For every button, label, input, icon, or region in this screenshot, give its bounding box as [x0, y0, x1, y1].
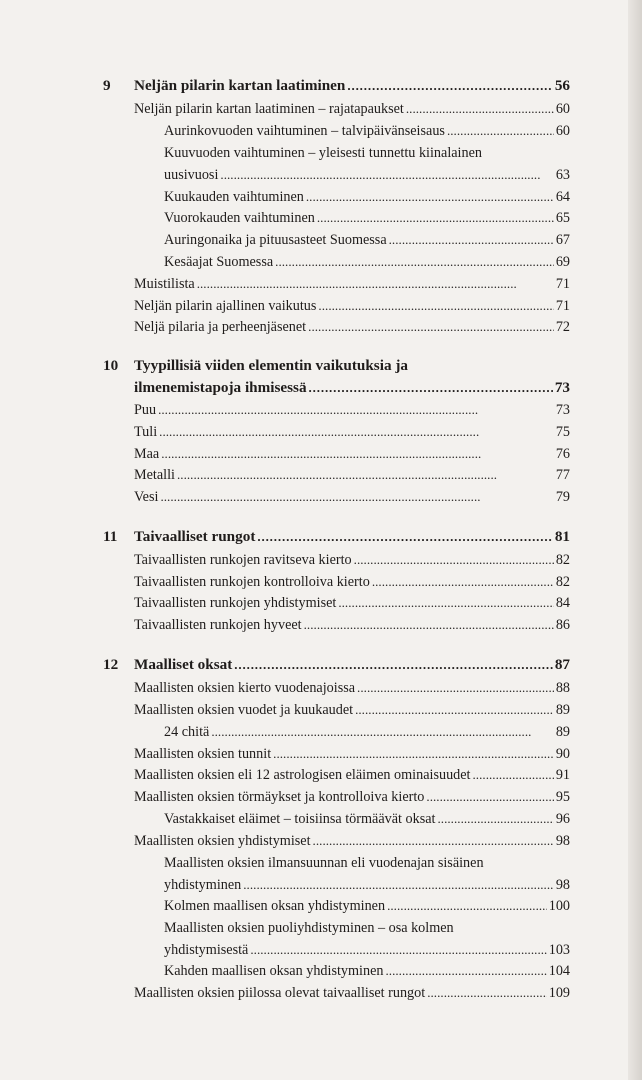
leader-dots: [347, 77, 552, 95]
page-number: 73: [554, 379, 570, 396]
entry-title-line1: Maallisten oksien puoliyhdistyminen – osa kolmen: [164, 920, 454, 936]
page-number: 60: [555, 101, 570, 117]
entry-title: Neljän pilarin kartan laatiminen – rajatapaukset: [134, 101, 404, 117]
entry-title: Neljän pilarin ajallinen vaikutus: [134, 298, 317, 314]
entry-title: Taivaallisten runkojen yhdistymiset: [134, 595, 337, 611]
page-number: 75: [555, 424, 570, 440]
page-number: 103: [548, 942, 570, 958]
page-number: 98: [555, 833, 570, 849]
leader-dots: [160, 488, 553, 506]
leader-dots: [309, 379, 553, 397]
leader-dots: [357, 679, 554, 697]
toc-entry[interactable]: [134, 594, 570, 612]
entry-title: yhdistyminen: [164, 877, 242, 893]
entry-title: Maallisten oksien törmäykset ja kontrolloiva kierto: [134, 789, 425, 805]
page-number: 100: [548, 898, 570, 914]
entry-title: Maallisten oksien eli 12 astrologisen eläimen ominaisuudet: [134, 767, 471, 783]
toc-entry[interactable]: [134, 832, 570, 850]
entry-title: Vuorokauden vaihtuminen: [164, 210, 315, 226]
entry-title: Neljä pilaria ja perheenjäsenet: [134, 319, 307, 335]
chapter-title: Neljän pilarin kartan laatiminen: [134, 77, 346, 94]
page-number: 73: [555, 402, 570, 418]
chapter-title-line1: Tyypillisiä viiden elementin vaikutuksia ja: [134, 357, 408, 374]
leader-dots: [250, 941, 546, 959]
entry-title: Maallisten oksien yhdistymiset: [134, 833, 311, 849]
toc-subentry[interactable]: [164, 810, 570, 828]
page-number: 79: [555, 489, 570, 505]
toc-entry[interactable]: [134, 445, 570, 463]
entry-title: Muistilista: [134, 276, 195, 292]
leader-dots: [177, 466, 554, 484]
chapter-heading[interactable]: [134, 77, 570, 95]
chapter-number: 11: [103, 528, 118, 545]
toc-entry[interactable]: [134, 616, 570, 634]
leader-dots: [313, 832, 554, 850]
entry-title: Maallisten oksien tunnit: [134, 746, 272, 762]
leader-dots: [257, 528, 552, 546]
toc-entry[interactable]: [134, 488, 570, 506]
leader-dots: [447, 122, 554, 140]
page-number: 98: [555, 877, 570, 893]
page-number: 67: [555, 232, 570, 248]
page-number: 56: [554, 77, 570, 94]
leader-dots: [355, 701, 554, 719]
entry-title: Maallisten oksien piilossa olevat taivaalliset rungot: [134, 985, 426, 1001]
toc-entry[interactable]: [134, 100, 570, 118]
leader-dots: [161, 445, 554, 463]
leader-dots: [197, 275, 554, 293]
leader-dots: [473, 766, 554, 784]
chapter-title: Taivaalliset rungot: [134, 528, 256, 545]
toc-subentry[interactable]: [164, 122, 570, 140]
entry-title: Maa: [134, 446, 160, 462]
entry-title: uusivuosi: [164, 167, 219, 183]
toc-subentry[interactable]: [164, 188, 570, 206]
leader-dots: [318, 297, 553, 315]
entry-title: Kahden maallisen oksan yhdistyminen: [164, 963, 384, 979]
toc-entry[interactable]: [134, 766, 570, 784]
leader-dots: [243, 876, 554, 894]
toc-entry[interactable]: [134, 745, 570, 763]
page-number: 69: [555, 254, 570, 270]
page-number: 65: [555, 210, 570, 226]
page-number: 71: [555, 276, 570, 292]
page-number: 88: [555, 680, 570, 696]
leader-dots: [211, 723, 554, 741]
entry-title-line1: Maallisten oksien ilmansuunnan eli vuodenajan sisäinen: [164, 855, 484, 871]
toc-entry[interactable]: [134, 573, 570, 591]
chapter-title: ilmenemistapoja ihmisessä: [134, 379, 307, 396]
leader-dots: [159, 423, 554, 441]
entry-title: Taivaallisten runkojen hyveet: [134, 617, 302, 633]
page-number: 71: [555, 298, 570, 314]
entry-title: Vastakkaiset eläimet – toisiinsa törmäävät oksat: [164, 811, 436, 827]
entry-title: Maallisten oksien kierto vuodenajoissa: [134, 680, 356, 696]
entry-title: Puu: [134, 402, 157, 418]
chapter-number: 12: [103, 656, 119, 673]
toc-entry[interactable]: [134, 701, 570, 719]
toc-entry[interactable]: [134, 788, 570, 806]
page-number: 95: [555, 789, 570, 805]
page-number: 77: [555, 467, 570, 483]
entry-title: Kuukauden vaihtuminen: [164, 189, 304, 205]
chapter-number: 10: [103, 357, 119, 374]
chapter-title: Maalliset oksat: [134, 656, 233, 673]
leader-dots: [354, 551, 554, 569]
entry-title: yhdistymisestä: [164, 942, 249, 958]
leader-dots: [304, 616, 554, 634]
leader-dots: [427, 984, 547, 1002]
entry-title-line1: Kuuvuoden vaihtuminen – yleisesti tunnettu kiinalainen: [164, 145, 482, 161]
toc-subentry[interactable]: [164, 941, 570, 959]
entry-title: Metalli: [134, 467, 175, 483]
leader-dots: [317, 209, 554, 227]
page-number: 96: [555, 811, 570, 827]
page-number: 109: [548, 985, 570, 1001]
toc-entry[interactable]: [134, 275, 570, 293]
entry-title: 24 chitä: [164, 724, 210, 740]
page-number: 90: [555, 746, 570, 762]
page-number: 104: [548, 963, 570, 979]
leader-dots: [338, 594, 553, 612]
toc-entry[interactable]: [134, 401, 570, 419]
entry-title: Maallisten oksien vuodet ja kuukaudet: [134, 702, 354, 718]
toc-subentry[interactable]: [164, 897, 570, 915]
toc-subentry[interactable]: [164, 209, 570, 227]
leader-dots: [437, 810, 553, 828]
page-number: 86: [555, 617, 570, 633]
chapter-heading[interactable]: [134, 528, 570, 546]
leader-dots: [406, 100, 554, 118]
leader-dots: [234, 656, 553, 674]
toc-subentry[interactable]: [164, 876, 570, 894]
page-number: 82: [555, 552, 570, 568]
toc-entry[interactable]: [134, 466, 570, 484]
page-number: 81: [554, 528, 570, 545]
toc-entry[interactable]: [134, 318, 570, 336]
toc-entry[interactable]: [134, 984, 570, 1002]
entry-title: Vesi: [134, 489, 159, 505]
page-number: 82: [555, 574, 570, 590]
chapter-heading[interactable]: [134, 656, 570, 674]
page-number: 89: [555, 724, 570, 740]
entry-title: Taivaallisten runkojen ravitseva kierto: [134, 552, 352, 568]
toc-entry[interactable]: [134, 679, 570, 697]
leader-dots: [426, 788, 553, 806]
chapter-number: 9: [103, 77, 111, 94]
leader-dots: [385, 962, 546, 980]
page-number: 63: [555, 167, 570, 183]
page-number: 76: [555, 446, 570, 462]
leader-dots: [308, 318, 554, 336]
page-number: 84: [555, 595, 570, 611]
toc-subentry[interactable]: [164, 962, 570, 980]
entry-title: Taivaallisten runkojen kontrolloiva kierto: [134, 574, 370, 590]
entry-title: Kesäajat Suomessa: [164, 254, 274, 270]
leader-dots: [275, 253, 554, 271]
toc-subentry[interactable]: [164, 723, 570, 741]
page-number: 72: [555, 319, 570, 335]
toc-entry[interactable]: [134, 423, 570, 441]
toc-entry[interactable]: [134, 551, 570, 569]
leader-dots: [273, 745, 554, 763]
toc-subentry[interactable]: [164, 253, 570, 271]
toc-subentry[interactable]: [164, 166, 570, 184]
entry-title: Auringonaika ja pituusasteet Suomessa: [164, 232, 387, 248]
chapter-heading[interactable]: [134, 379, 570, 397]
leader-dots: [306, 188, 554, 206]
leader-dots: [372, 573, 554, 591]
leader-dots: [158, 401, 554, 419]
entry-title: Tuli: [134, 424, 158, 440]
entry-title: Aurinkovuoden vaihtuminen – talvipäivänseisaus: [164, 123, 445, 139]
page-number: 87: [554, 656, 570, 673]
leader-dots: [389, 231, 554, 249]
leader-dots: [387, 897, 547, 915]
page-number: 89: [555, 702, 570, 718]
toc-subentry[interactable]: [164, 231, 570, 249]
page-number: 91: [555, 767, 570, 783]
page-number: 64: [555, 189, 570, 205]
leader-dots: [220, 166, 553, 184]
page-number: 60: [555, 123, 570, 139]
toc-entry[interactable]: [134, 297, 570, 315]
entry-title: Kolmen maallisen oksan yhdistyminen: [164, 898, 386, 914]
